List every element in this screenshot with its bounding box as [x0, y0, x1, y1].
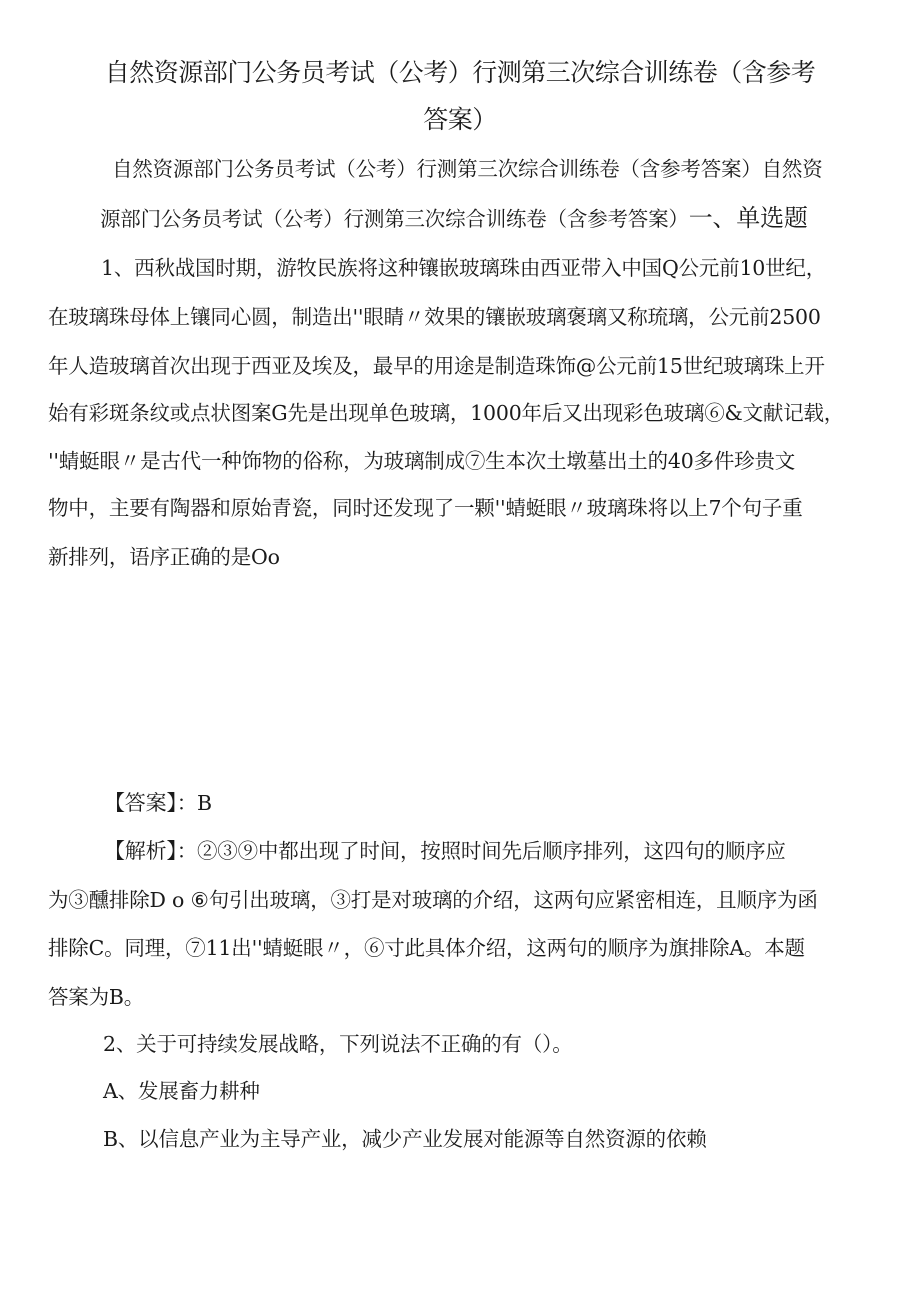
q2-stem: 2、关于可持续发展战略，下列说法不正确的有（）。	[103, 1032, 573, 1056]
analysis-label: 【解析】	[104, 839, 177, 863]
q1-line-7: 新排列，语序正确的是Oo	[48, 545, 280, 569]
q1-analysis-line-2: 为③醺排除D o ⑥句引出玻璃，③打是对玻璃的介绍，这两句应紧密相连，且顺序为函	[48, 888, 818, 912]
q1-analysis-line-4: 答案为B。	[48, 985, 145, 1009]
q1-line-3: 年人造玻璃首次出现于西亚及埃及，最早的用途是制造珠饰@公元前15世纪玻璃珠上开	[48, 354, 825, 378]
document-title-line-2: 答案）	[423, 105, 497, 134]
q1-analysis-line-1	[104, 836, 786, 866]
q2-option-b: B、以信息产业为主导产业，减少产业发展对能源等自然资源的依赖	[103, 1127, 707, 1151]
q1-answer	[104, 788, 212, 818]
subtitle-line-2	[100, 203, 808, 234]
q2-option-a: A、发展畜力耕种	[103, 1079, 260, 1103]
q1-analysis-line-3: 排除C。同理，⑦11出''蜻蜓眼〃，⑥寸此具体介绍，这两句的顺序为旗排除A。本题	[48, 936, 805, 960]
q1-line-6: 物中，主要有陶器和原始青瓷，同时还发现了一颗''蜻蜓眼〃玻璃珠将以上7个句子重	[48, 496, 803, 520]
q1-line-5: ''蜻蜓眼〃是古代一种饰物的俗称，为玻璃制成⑦生本次土墩墓出土的40多件珍贵文	[48, 449, 796, 473]
subtitle-line-2-text: 源部门公务员考试（公考）行测第三次综合训练卷（含参考答案）	[100, 207, 689, 231]
subtitle-line-1: 自然资源部门公务员考试（公考）行测第三次综合训练卷（含参考答案）自然资	[112, 157, 823, 181]
q1-line-4: 始有彩斑条纹或点状图案G先是出现单色玻璃，1000年后又出现彩色玻璃⑥&文献记载，	[48, 401, 845, 425]
document-title-line-1: 自然资源部门公务员考试（公考）行测第三次综合训练卷（含参考	[104, 58, 816, 87]
q1-line-1: 1、西秋战国时期，游牧民族将这种镶嵌玻璃珠由西亚带入中国Q公元前10世纪，	[101, 256, 827, 280]
answer-label: 【答案】	[104, 791, 177, 815]
analysis-text-1: ：②③⑨中都出现了时间，按照时间先后顺序排列，这四句的顺序应	[176, 839, 786, 863]
answer-value: ：B	[176, 791, 212, 815]
q1-line-2: 在玻璃珠母体上镶同心圆，制造出''眼睛〃效果的镶嵌玻璃褒璃又称琉璃，公元前2500	[48, 305, 821, 329]
section-heading: 一、单选题	[688, 204, 808, 232]
